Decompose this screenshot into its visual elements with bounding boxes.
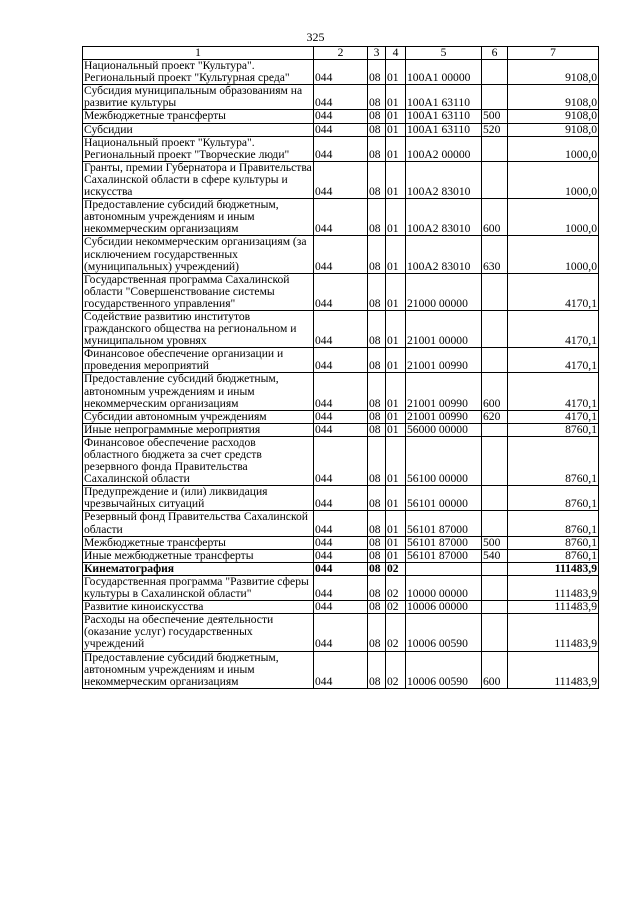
row-ministry-code-cell: 044 <box>314 310 368 347</box>
table-header-row <box>83 47 599 60</box>
row-subsection-cell: 01 <box>386 536 406 549</box>
page-number: 325 <box>306 30 325 44</box>
row-section-cell: 08 <box>368 373 386 410</box>
row-ministry-code-cell: 044 <box>314 348 368 373</box>
row-subsection-cell: 01 <box>386 486 406 511</box>
row-section-cell: 08 <box>368 161 386 198</box>
row-target-article-cell: 21001 00990 <box>406 373 482 410</box>
row-ministry-code-cell: 044 <box>314 373 368 410</box>
row-expense-type-cell: 500 <box>482 536 508 549</box>
row-subsection-cell: 02 <box>386 562 406 575</box>
row-ministry-code-cell: 044 <box>314 60 368 85</box>
row-ministry-code-cell: 044 <box>314 549 368 562</box>
row-subsection-cell: 02 <box>386 614 406 651</box>
row-subsection-cell: 02 <box>386 575 406 600</box>
table-row <box>83 601 599 614</box>
budget-table <box>82 46 599 689</box>
table-row <box>83 562 599 575</box>
header-cell: 2 <box>314 47 368 60</box>
row-subsection-cell: 01 <box>386 410 406 423</box>
header-cell: 4 <box>386 47 406 60</box>
row-amount-cell: 8760,1 <box>508 549 599 562</box>
row-section-cell: 08 <box>368 486 386 511</box>
row-name-cell: Государственная программа "Развитие сферы культуры в Сахалинской области" <box>83 575 314 600</box>
table-row <box>83 614 599 651</box>
row-target-article-cell: 100А2 83010 <box>406 236 482 273</box>
row-subsection-cell: 02 <box>386 651 406 688</box>
row-name-cell: Предоставление субсидий бюджетным, автономным учреждениям и иным некоммерческим организациям <box>83 373 314 410</box>
row-subsection-cell: 01 <box>386 511 406 536</box>
row-ministry-code-cell: 044 <box>314 536 368 549</box>
row-target-article-cell: 10006 00590 <box>406 614 482 651</box>
row-section-cell: 08 <box>368 410 386 423</box>
row-amount-cell: 8760,1 <box>508 436 599 485</box>
row-amount-cell: 111483,9 <box>508 601 599 614</box>
row-ministry-code-cell: 044 <box>314 436 368 485</box>
table-row <box>83 575 599 600</box>
row-subsection-cell: 01 <box>386 310 406 347</box>
row-ministry-code-cell: 044 <box>314 199 368 236</box>
row-expense-type-cell <box>482 562 508 575</box>
table-row <box>83 310 599 347</box>
row-amount-cell: 111483,9 <box>508 562 599 575</box>
row-subsection-cell: 01 <box>386 423 406 436</box>
row-subsection-cell: 01 <box>386 348 406 373</box>
table-row <box>83 486 599 511</box>
row-amount-cell: 1000,0 <box>508 236 599 273</box>
row-expense-type-cell: 500 <box>482 110 508 123</box>
row-name-cell: Национальный проект "Культура". Региональный проект "Культурная среда" <box>83 60 314 85</box>
row-expense-type-cell: 600 <box>482 199 508 236</box>
row-amount-cell: 111483,9 <box>508 575 599 600</box>
row-amount-cell: 1000,0 <box>508 161 599 198</box>
row-target-article-cell: 21001 00000 <box>406 310 482 347</box>
row-amount-cell: 4170,1 <box>508 273 599 310</box>
row-amount-cell: 8760,1 <box>508 536 599 549</box>
row-subsection-cell: 01 <box>386 136 406 161</box>
row-subsection-cell: 01 <box>386 60 406 85</box>
table-row <box>83 410 599 423</box>
row-name-cell: Межбюджетные трансферты <box>83 536 314 549</box>
row-section-cell: 08 <box>368 423 386 436</box>
row-section-cell: 08 <box>368 651 386 688</box>
row-expense-type-cell: 540 <box>482 549 508 562</box>
row-amount-cell: 8760,1 <box>508 486 599 511</box>
row-section-cell: 08 <box>368 562 386 575</box>
table-row <box>83 373 599 410</box>
row-ministry-code-cell: 044 <box>314 511 368 536</box>
row-amount-cell: 9108,0 <box>508 110 599 123</box>
row-subsection-cell: 01 <box>386 199 406 236</box>
row-expense-type-cell: 520 <box>482 123 508 136</box>
table-row <box>83 511 599 536</box>
row-target-article-cell: 100А2 00000 <box>406 136 482 161</box>
row-amount-cell: 9108,0 <box>508 85 599 110</box>
row-section-cell: 08 <box>368 236 386 273</box>
row-section-cell: 08 <box>368 614 386 651</box>
row-name-cell: Иные непрограммные мероприятия <box>83 423 314 436</box>
row-amount-cell: 1000,0 <box>508 136 599 161</box>
row-section-cell: 08 <box>368 85 386 110</box>
row-amount-cell: 8760,1 <box>508 511 599 536</box>
table-row <box>83 136 599 161</box>
row-expense-type-cell: 600 <box>482 373 508 410</box>
row-name-cell: Финансовое обеспечение организации и проведения мероприятий <box>83 348 314 373</box>
row-target-article-cell: 100А1 63110 <box>406 123 482 136</box>
row-section-cell: 08 <box>368 136 386 161</box>
row-ministry-code-cell: 044 <box>314 85 368 110</box>
row-subsection-cell: 01 <box>386 273 406 310</box>
row-target-article-cell: 21001 00990 <box>406 348 482 373</box>
row-target-article-cell: 100А1 00000 <box>406 60 482 85</box>
row-expense-type-cell <box>482 85 508 110</box>
table-row <box>83 651 599 688</box>
row-subsection-cell: 01 <box>386 436 406 485</box>
row-expense-type-cell <box>482 161 508 198</box>
row-target-article-cell: 100А1 63110 <box>406 110 482 123</box>
table-row <box>83 273 599 310</box>
row-ministry-code-cell: 044 <box>314 651 368 688</box>
row-expense-type-cell <box>482 436 508 485</box>
row-target-article-cell: 56101 87000 <box>406 549 482 562</box>
row-target-article-cell: 100А2 83010 <box>406 199 482 236</box>
row-expense-type-cell: 630 <box>482 236 508 273</box>
row-target-article-cell: 21001 00990 <box>406 410 482 423</box>
row-amount-cell: 8760,1 <box>508 423 599 436</box>
header-cell: 5 <box>406 47 482 60</box>
table-row <box>83 536 599 549</box>
row-section-cell: 08 <box>368 601 386 614</box>
table-row <box>83 110 599 123</box>
row-subsection-cell: 01 <box>386 236 406 273</box>
row-section-cell: 08 <box>368 436 386 485</box>
row-name-cell: Национальный проект "Культура". Региональный проект "Творческие люди" <box>83 136 314 161</box>
row-name-cell: Субсидии <box>83 123 314 136</box>
row-expense-type-cell <box>482 601 508 614</box>
row-name-cell: Государственная программа Сахалинской области "Совершенствование системы государственного управления" <box>83 273 314 310</box>
row-ministry-code-cell: 044 <box>314 601 368 614</box>
row-ministry-code-cell: 044 <box>314 273 368 310</box>
row-name-cell: Субсидия муниципальным образованиям на развитие культуры <box>83 85 314 110</box>
row-expense-type-cell <box>482 575 508 600</box>
row-expense-type-cell <box>482 486 508 511</box>
header-cell: 6 <box>482 47 508 60</box>
row-ministry-code-cell: 044 <box>314 236 368 273</box>
row-target-article-cell: 21000 00000 <box>406 273 482 310</box>
row-expense-type-cell <box>482 60 508 85</box>
row-name-cell: Кинематография <box>83 562 314 575</box>
row-section-cell: 08 <box>368 310 386 347</box>
row-expense-type-cell <box>482 310 508 347</box>
row-name-cell: Гранты, премии Губернатора и Правительства Сахалинской области в сфере культуры и искусства <box>84 161 312 199</box>
row-name-cell: Межбюджетные трансферты <box>83 110 314 123</box>
row-target-article-cell: 10000 00000 <box>406 575 482 600</box>
row-expense-type-cell: 620 <box>482 410 508 423</box>
row-ministry-code-cell: 044 <box>314 423 368 436</box>
row-subsection-cell: 01 <box>386 85 406 110</box>
table-row <box>83 549 599 562</box>
row-section-cell: 08 <box>368 549 386 562</box>
row-section-cell: 08 <box>368 575 386 600</box>
row-ministry-code-cell: 044 <box>314 123 368 136</box>
row-amount-cell: 4170,1 <box>508 373 599 410</box>
table-row <box>83 123 599 136</box>
header-cell: 3 <box>368 47 386 60</box>
row-name-cell: Расходы на обеспечение деятельности (оказание услуг) государственных учреждений <box>83 614 314 651</box>
row-ministry-code-cell: 044 <box>314 110 368 123</box>
row-target-article-cell: 56101 00000 <box>406 486 482 511</box>
row-name-cell: Содействие развитию институтов гражданского общества на региональном и муниципальном уровнях <box>83 310 314 347</box>
row-ministry-code-cell: 044 <box>314 161 368 198</box>
row-expense-type-cell <box>482 511 508 536</box>
row-amount-cell: 9108,0 <box>508 60 599 85</box>
row-name-cell: Предоставление субсидий бюджетным, автономным учреждениям и иным некоммерческим организациям <box>83 651 314 688</box>
row-ministry-code-cell: 044 <box>314 614 368 651</box>
row-target-article-cell: 100А1 63110 <box>406 85 482 110</box>
row-subsection-cell: 01 <box>386 373 406 410</box>
row-name-cell: Предоставление субсидий бюджетным, автономным учреждениям и иным некоммерческим организациям <box>83 199 314 236</box>
row-section-cell: 08 <box>368 110 386 123</box>
row-section-cell: 08 <box>368 511 386 536</box>
row-amount-cell: 4170,1 <box>508 348 599 373</box>
row-section-cell: 08 <box>368 273 386 310</box>
row-amount-cell: 4170,1 <box>508 410 599 423</box>
row-ministry-code-cell: 044 <box>314 136 368 161</box>
row-name-cell: Иные межбюджетные трансферты <box>83 549 314 562</box>
row-amount-cell: 111483,9 <box>508 614 599 651</box>
row-subsection-cell: 01 <box>386 161 406 198</box>
row-target-article-cell: 56101 87000 <box>406 536 482 549</box>
row-name-cell: Субсидии некоммерческим организациям (за исключением государственных (муниципальных) учреждений) <box>83 236 314 273</box>
row-expense-type-cell: 600 <box>482 651 508 688</box>
row-name-cell: Субсидии автономным учреждениям <box>83 410 314 423</box>
row-expense-type-cell <box>482 348 508 373</box>
row-name-cell: Финансовое обеспечение расходов областного бюджета за счет средств резервного фонда Правительства Сахалинской области <box>83 436 314 485</box>
row-amount-cell: 4170,1 <box>508 310 599 347</box>
row-target-article-cell: 56100 00000 <box>406 436 482 485</box>
row-amount-cell: 111483,9 <box>508 651 599 688</box>
table-row <box>83 60 599 85</box>
table-row <box>83 161 599 198</box>
row-ministry-code-cell: 044 <box>314 486 368 511</box>
row-name-cell: Предупреждение и (или) ликвидация чрезвычайных ситуаций <box>83 486 314 511</box>
row-expense-type-cell <box>482 136 508 161</box>
table-row <box>83 236 599 273</box>
table-row <box>83 436 599 485</box>
header-cell: 7 <box>508 47 599 60</box>
table-row <box>83 199 599 236</box>
row-section-cell: 08 <box>368 536 386 549</box>
header-cell: 1 <box>83 47 314 60</box>
row-name-cell: Резервный фонд Правительства Сахалинской области <box>83 511 314 536</box>
row-name-cell: Развитие киноискусства <box>83 601 314 614</box>
row-ministry-code-cell: 044 <box>314 575 368 600</box>
row-amount-cell: 1000,0 <box>508 199 599 236</box>
row-subsection-cell: 01 <box>386 549 406 562</box>
row-subsection-cell: 02 <box>386 601 406 614</box>
table-row <box>83 85 599 110</box>
row-expense-type-cell <box>482 423 508 436</box>
row-section-cell: 08 <box>368 348 386 373</box>
row-section-cell: 08 <box>368 123 386 136</box>
row-target-article-cell <box>406 562 482 575</box>
row-target-article-cell: 10006 00590 <box>406 651 482 688</box>
row-section-cell: 08 <box>368 60 386 85</box>
row-expense-type-cell <box>482 273 508 310</box>
row-amount-cell: 9108,0 <box>508 123 599 136</box>
table-row <box>83 348 599 373</box>
row-section-cell: 08 <box>368 199 386 236</box>
table-row <box>83 423 599 436</box>
row-ministry-code-cell: 044 <box>314 410 368 423</box>
row-expense-type-cell <box>482 614 508 651</box>
row-target-article-cell: 100А2 83010 <box>406 161 482 198</box>
row-subsection-cell: 01 <box>386 123 406 136</box>
row-target-article-cell: 56101 87000 <box>406 511 482 536</box>
row-ministry-code-cell: 044 <box>314 562 368 575</box>
row-target-article-cell: 56000 00000 <box>406 423 482 436</box>
row-subsection-cell: 01 <box>386 110 406 123</box>
row-target-article-cell: 10006 00000 <box>406 601 482 614</box>
